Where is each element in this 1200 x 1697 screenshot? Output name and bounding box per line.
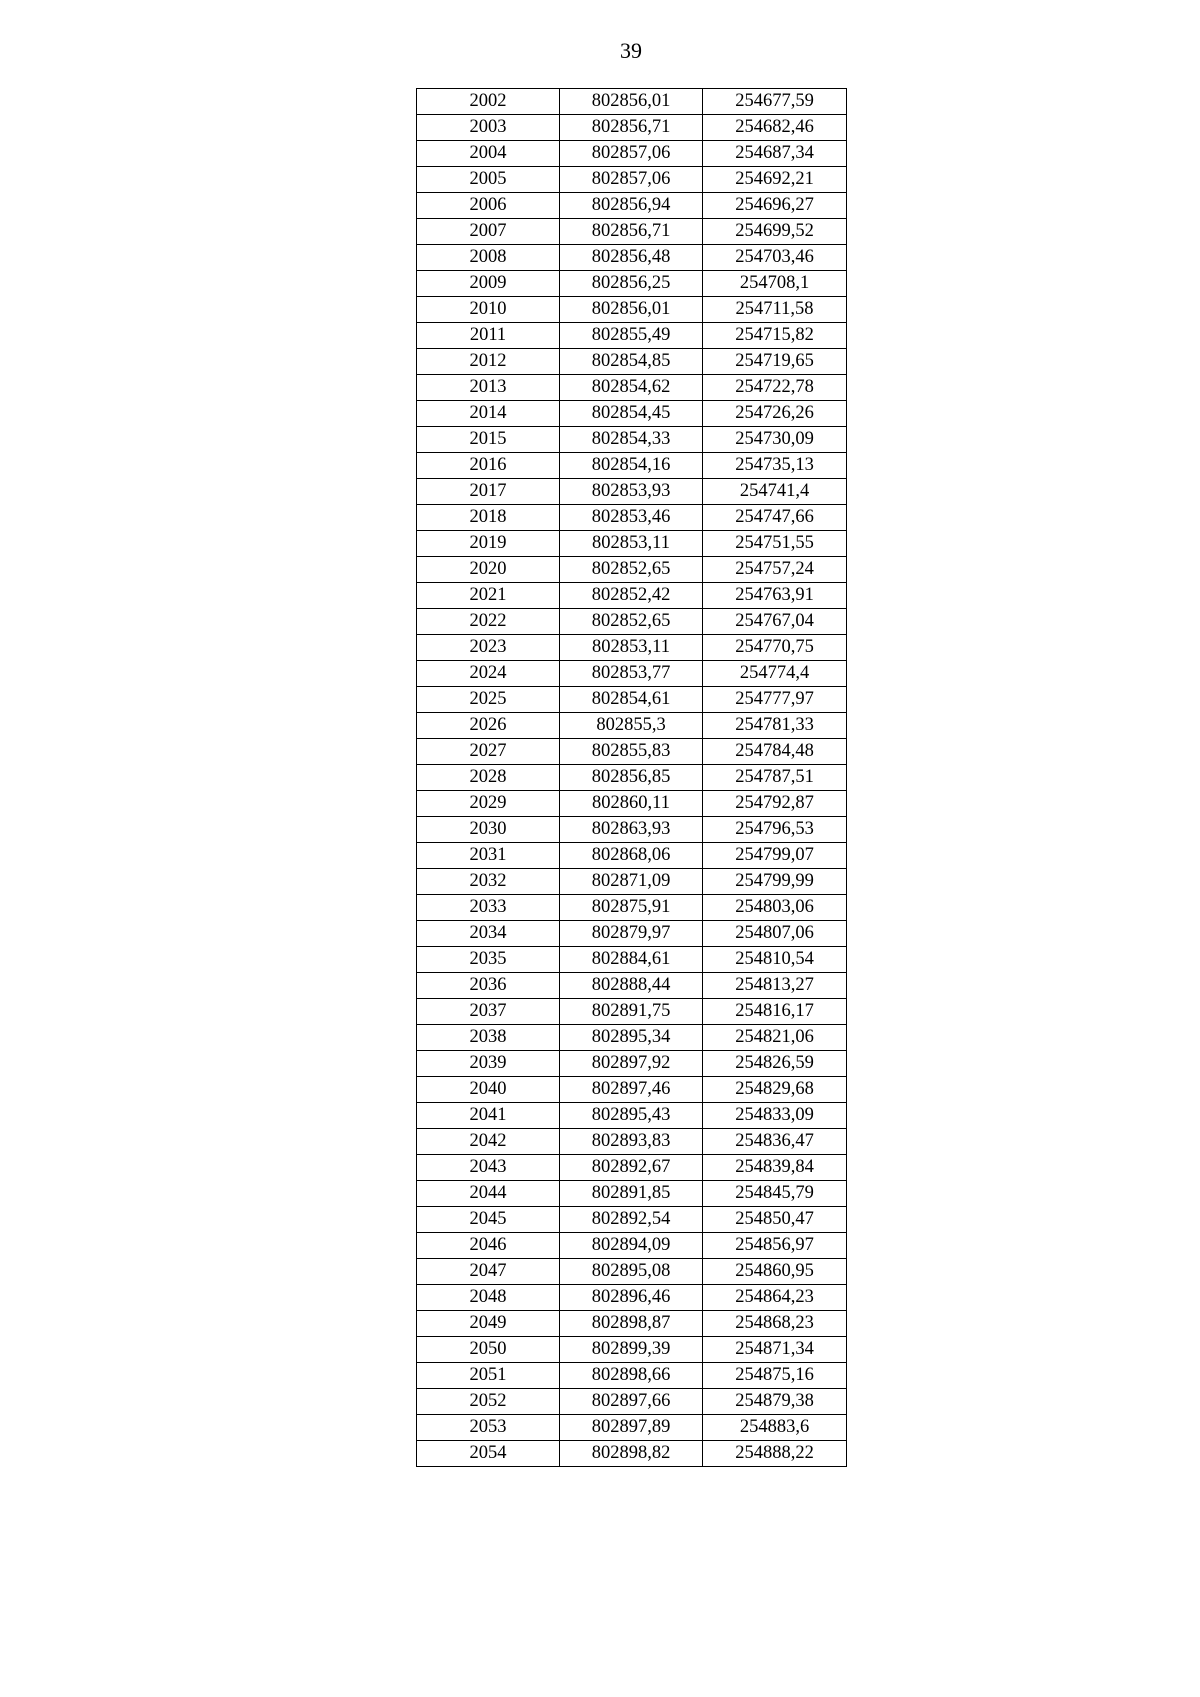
x-coordinate-cell: 802853,93 — [560, 479, 703, 505]
x-coordinate-cell: 802899,39 — [560, 1337, 703, 1363]
point-number-cell: 2036 — [417, 973, 560, 999]
x-coordinate-cell: 802898,82 — [560, 1441, 703, 1467]
x-coordinate-cell: 802895,08 — [560, 1259, 703, 1285]
x-coordinate-cell: 802852,42 — [560, 583, 703, 609]
y-coordinate-cell: 254826,59 — [703, 1051, 847, 1077]
point-number-cell: 2021 — [417, 583, 560, 609]
point-number-cell: 2033 — [417, 895, 560, 921]
y-coordinate-cell: 254763,91 — [703, 583, 847, 609]
x-coordinate-cell: 802895,43 — [560, 1103, 703, 1129]
table-row — [417, 297, 847, 323]
y-coordinate-cell: 254864,23 — [703, 1285, 847, 1311]
y-coordinate-cell: 254747,66 — [703, 505, 847, 531]
table-row — [417, 1077, 847, 1103]
x-coordinate-cell: 802871,09 — [560, 869, 703, 895]
coordinates-table — [416, 88, 847, 1467]
x-coordinate-cell: 802853,77 — [560, 661, 703, 687]
point-number-cell: 2024 — [417, 661, 560, 687]
point-number-cell: 2034 — [417, 921, 560, 947]
table-row — [417, 271, 847, 297]
y-coordinate-cell: 254696,27 — [703, 193, 847, 219]
y-coordinate-cell: 254850,47 — [703, 1207, 847, 1233]
y-coordinate-cell: 254730,09 — [703, 427, 847, 453]
page-number: 39 — [620, 38, 642, 63]
point-number-cell: 2049 — [417, 1311, 560, 1337]
y-coordinate-cell: 254687,34 — [703, 141, 847, 167]
table-row — [417, 1285, 847, 1311]
y-coordinate-cell: 254751,55 — [703, 531, 847, 557]
point-number-cell: 2047 — [417, 1259, 560, 1285]
point-number-cell: 2010 — [417, 297, 560, 323]
table-row — [417, 1415, 847, 1441]
table-row — [417, 427, 847, 453]
y-coordinate-cell: 254888,22 — [703, 1441, 847, 1467]
point-number-cell: 2014 — [417, 401, 560, 427]
x-coordinate-cell: 802852,65 — [560, 557, 703, 583]
y-coordinate-cell: 254813,27 — [703, 973, 847, 999]
table-row — [417, 1051, 847, 1077]
table-row — [417, 141, 847, 167]
y-coordinate-cell: 254741,4 — [703, 479, 847, 505]
table-row — [417, 869, 847, 895]
point-number-cell: 2006 — [417, 193, 560, 219]
table-row — [417, 1207, 847, 1233]
table-row — [417, 1129, 847, 1155]
y-coordinate-cell: 254829,68 — [703, 1077, 847, 1103]
table-row — [417, 193, 847, 219]
table-row — [417, 791, 847, 817]
y-coordinate-cell: 254715,82 — [703, 323, 847, 349]
table-row — [417, 739, 847, 765]
y-coordinate-cell: 254821,06 — [703, 1025, 847, 1051]
point-number-cell: 2005 — [417, 167, 560, 193]
x-coordinate-cell: 802857,06 — [560, 167, 703, 193]
point-number-cell: 2011 — [417, 323, 560, 349]
x-coordinate-cell: 802853,11 — [560, 635, 703, 661]
point-number-cell: 2045 — [417, 1207, 560, 1233]
x-coordinate-cell: 802891,75 — [560, 999, 703, 1025]
table-row — [417, 765, 847, 791]
x-coordinate-cell: 802897,89 — [560, 1415, 703, 1441]
x-coordinate-cell: 802852,65 — [560, 609, 703, 635]
x-coordinate-cell: 802855,83 — [560, 739, 703, 765]
x-coordinate-cell: 802888,44 — [560, 973, 703, 999]
y-coordinate-cell: 254699,52 — [703, 219, 847, 245]
point-number-cell: 2003 — [417, 115, 560, 141]
table-row — [417, 89, 847, 115]
table-row — [417, 349, 847, 375]
point-number-cell: 2019 — [417, 531, 560, 557]
y-coordinate-cell: 254871,34 — [703, 1337, 847, 1363]
table-row — [417, 479, 847, 505]
point-number-cell: 2054 — [417, 1441, 560, 1467]
point-number-cell: 2051 — [417, 1363, 560, 1389]
table-row — [417, 1025, 847, 1051]
x-coordinate-cell: 802897,66 — [560, 1389, 703, 1415]
point-number-cell: 2046 — [417, 1233, 560, 1259]
y-coordinate-cell: 254774,4 — [703, 661, 847, 687]
y-coordinate-cell: 254816,17 — [703, 999, 847, 1025]
table-row — [417, 1363, 847, 1389]
x-coordinate-cell: 802854,61 — [560, 687, 703, 713]
x-coordinate-cell: 802860,11 — [560, 791, 703, 817]
point-number-cell: 2035 — [417, 947, 560, 973]
x-coordinate-cell: 802892,67 — [560, 1155, 703, 1181]
y-coordinate-cell: 254836,47 — [703, 1129, 847, 1155]
table-row — [417, 1441, 847, 1467]
point-number-cell: 2012 — [417, 349, 560, 375]
x-coordinate-cell: 802853,11 — [560, 531, 703, 557]
point-number-cell: 2042 — [417, 1129, 560, 1155]
table-row — [417, 245, 847, 271]
point-number-cell: 2032 — [417, 869, 560, 895]
point-number-cell: 2043 — [417, 1155, 560, 1181]
point-number-cell: 2029 — [417, 791, 560, 817]
x-coordinate-cell: 802863,93 — [560, 817, 703, 843]
point-number-cell: 2028 — [417, 765, 560, 791]
y-coordinate-cell: 254883,6 — [703, 1415, 847, 1441]
table-row — [417, 1311, 847, 1337]
point-number-cell: 2007 — [417, 219, 560, 245]
point-number-cell: 2023 — [417, 635, 560, 661]
x-coordinate-cell: 802856,25 — [560, 271, 703, 297]
x-coordinate-cell: 802898,87 — [560, 1311, 703, 1337]
y-coordinate-cell: 254703,46 — [703, 245, 847, 271]
x-coordinate-cell: 802854,85 — [560, 349, 703, 375]
point-number-cell: 2009 — [417, 271, 560, 297]
point-number-cell: 2008 — [417, 245, 560, 271]
x-coordinate-cell: 802856,85 — [560, 765, 703, 791]
point-number-cell: 2048 — [417, 1285, 560, 1311]
y-coordinate-cell: 254677,59 — [703, 89, 847, 115]
point-number-cell: 2002 — [417, 89, 560, 115]
table-row — [417, 713, 847, 739]
y-coordinate-cell: 254692,21 — [703, 167, 847, 193]
x-coordinate-cell: 802856,01 — [560, 297, 703, 323]
table-row — [417, 947, 847, 973]
table-row — [417, 1389, 847, 1415]
table-row — [417, 401, 847, 427]
point-number-cell: 2044 — [417, 1181, 560, 1207]
y-coordinate-cell: 254875,16 — [703, 1363, 847, 1389]
table-row — [417, 115, 847, 141]
table-row — [417, 1259, 847, 1285]
y-coordinate-cell: 254879,38 — [703, 1389, 847, 1415]
x-coordinate-cell: 802855,49 — [560, 323, 703, 349]
table-row — [417, 687, 847, 713]
point-number-cell: 2022 — [417, 609, 560, 635]
table-row — [417, 973, 847, 999]
y-coordinate-cell: 254770,75 — [703, 635, 847, 661]
point-number-cell: 2052 — [417, 1389, 560, 1415]
point-number-cell: 2037 — [417, 999, 560, 1025]
table-row — [417, 609, 847, 635]
x-coordinate-cell: 802856,48 — [560, 245, 703, 271]
y-coordinate-cell: 254787,51 — [703, 765, 847, 791]
point-number-cell: 2030 — [417, 817, 560, 843]
y-coordinate-cell: 254799,99 — [703, 869, 847, 895]
table-row — [417, 921, 847, 947]
point-number-cell: 2040 — [417, 1077, 560, 1103]
x-coordinate-cell: 802856,94 — [560, 193, 703, 219]
x-coordinate-cell: 802898,66 — [560, 1363, 703, 1389]
table-row — [417, 635, 847, 661]
y-coordinate-cell: 254833,09 — [703, 1103, 847, 1129]
table-row — [417, 453, 847, 479]
x-coordinate-cell: 802893,83 — [560, 1129, 703, 1155]
y-coordinate-cell: 254860,95 — [703, 1259, 847, 1285]
y-coordinate-cell: 254722,78 — [703, 375, 847, 401]
table-row — [417, 817, 847, 843]
x-coordinate-cell: 802897,92 — [560, 1051, 703, 1077]
y-coordinate-cell: 254856,97 — [703, 1233, 847, 1259]
point-number-cell: 2016 — [417, 453, 560, 479]
point-number-cell: 2015 — [417, 427, 560, 453]
y-coordinate-cell: 254767,04 — [703, 609, 847, 635]
point-number-cell: 2053 — [417, 1415, 560, 1441]
y-coordinate-cell: 254726,26 — [703, 401, 847, 427]
table-row — [417, 895, 847, 921]
table-row — [417, 1181, 847, 1207]
point-number-cell: 2027 — [417, 739, 560, 765]
x-coordinate-cell: 802897,46 — [560, 1077, 703, 1103]
point-number-cell: 2013 — [417, 375, 560, 401]
table-row — [417, 843, 847, 869]
x-coordinate-cell: 802891,85 — [560, 1181, 703, 1207]
table-row — [417, 1103, 847, 1129]
table-row — [417, 557, 847, 583]
table-row — [417, 219, 847, 245]
x-coordinate-cell: 802854,45 — [560, 401, 703, 427]
point-number-cell: 2018 — [417, 505, 560, 531]
table-row — [417, 505, 847, 531]
y-coordinate-cell: 254799,07 — [703, 843, 847, 869]
point-number-cell: 2041 — [417, 1103, 560, 1129]
table-row — [417, 999, 847, 1025]
y-coordinate-cell: 254839,84 — [703, 1155, 847, 1181]
x-coordinate-cell: 802855,3 — [560, 713, 703, 739]
x-coordinate-cell: 802895,34 — [560, 1025, 703, 1051]
x-coordinate-cell: 802879,97 — [560, 921, 703, 947]
y-coordinate-cell: 254845,79 — [703, 1181, 847, 1207]
y-coordinate-cell: 254757,24 — [703, 557, 847, 583]
y-coordinate-cell: 254777,97 — [703, 687, 847, 713]
x-coordinate-cell: 802856,71 — [560, 115, 703, 141]
x-coordinate-cell: 802853,46 — [560, 505, 703, 531]
y-coordinate-cell: 254803,06 — [703, 895, 847, 921]
x-coordinate-cell: 802854,16 — [560, 453, 703, 479]
y-coordinate-cell: 254708,1 — [703, 271, 847, 297]
point-number-cell: 2050 — [417, 1337, 560, 1363]
y-coordinate-cell: 254719,65 — [703, 349, 847, 375]
point-number-cell: 2020 — [417, 557, 560, 583]
y-coordinate-cell: 254784,48 — [703, 739, 847, 765]
x-coordinate-cell: 802856,71 — [560, 219, 703, 245]
y-coordinate-cell: 254796,53 — [703, 817, 847, 843]
x-coordinate-cell: 802854,62 — [560, 375, 703, 401]
x-coordinate-cell: 802894,09 — [560, 1233, 703, 1259]
y-coordinate-cell: 254711,58 — [703, 297, 847, 323]
x-coordinate-cell: 802856,01 — [560, 89, 703, 115]
x-coordinate-cell: 802884,61 — [560, 947, 703, 973]
table-row — [417, 323, 847, 349]
point-number-cell: 2039 — [417, 1051, 560, 1077]
y-coordinate-cell: 254868,23 — [703, 1311, 847, 1337]
table-row — [417, 1337, 847, 1363]
x-coordinate-cell: 802875,91 — [560, 895, 703, 921]
y-coordinate-cell: 254735,13 — [703, 453, 847, 479]
y-coordinate-cell: 254807,06 — [703, 921, 847, 947]
table-row — [417, 167, 847, 193]
point-number-cell: 2038 — [417, 1025, 560, 1051]
y-coordinate-cell: 254810,54 — [703, 947, 847, 973]
point-number-cell: 2025 — [417, 687, 560, 713]
table-row — [417, 531, 847, 557]
point-number-cell: 2017 — [417, 479, 560, 505]
table-row — [417, 661, 847, 687]
y-coordinate-cell: 254781,33 — [703, 713, 847, 739]
coordinates-table-body — [417, 89, 847, 1467]
point-number-cell: 2026 — [417, 713, 560, 739]
x-coordinate-cell: 802868,06 — [560, 843, 703, 869]
y-coordinate-cell: 254682,46 — [703, 115, 847, 141]
table-row — [417, 1233, 847, 1259]
table-row — [417, 375, 847, 401]
x-coordinate-cell: 802854,33 — [560, 427, 703, 453]
x-coordinate-cell: 802892,54 — [560, 1207, 703, 1233]
point-number-cell: 2004 — [417, 141, 560, 167]
x-coordinate-cell: 802857,06 — [560, 141, 703, 167]
table-row — [417, 583, 847, 609]
y-coordinate-cell: 254792,87 — [703, 791, 847, 817]
point-number-cell: 2031 — [417, 843, 560, 869]
x-coordinate-cell: 802896,46 — [560, 1285, 703, 1311]
table-row — [417, 1155, 847, 1181]
